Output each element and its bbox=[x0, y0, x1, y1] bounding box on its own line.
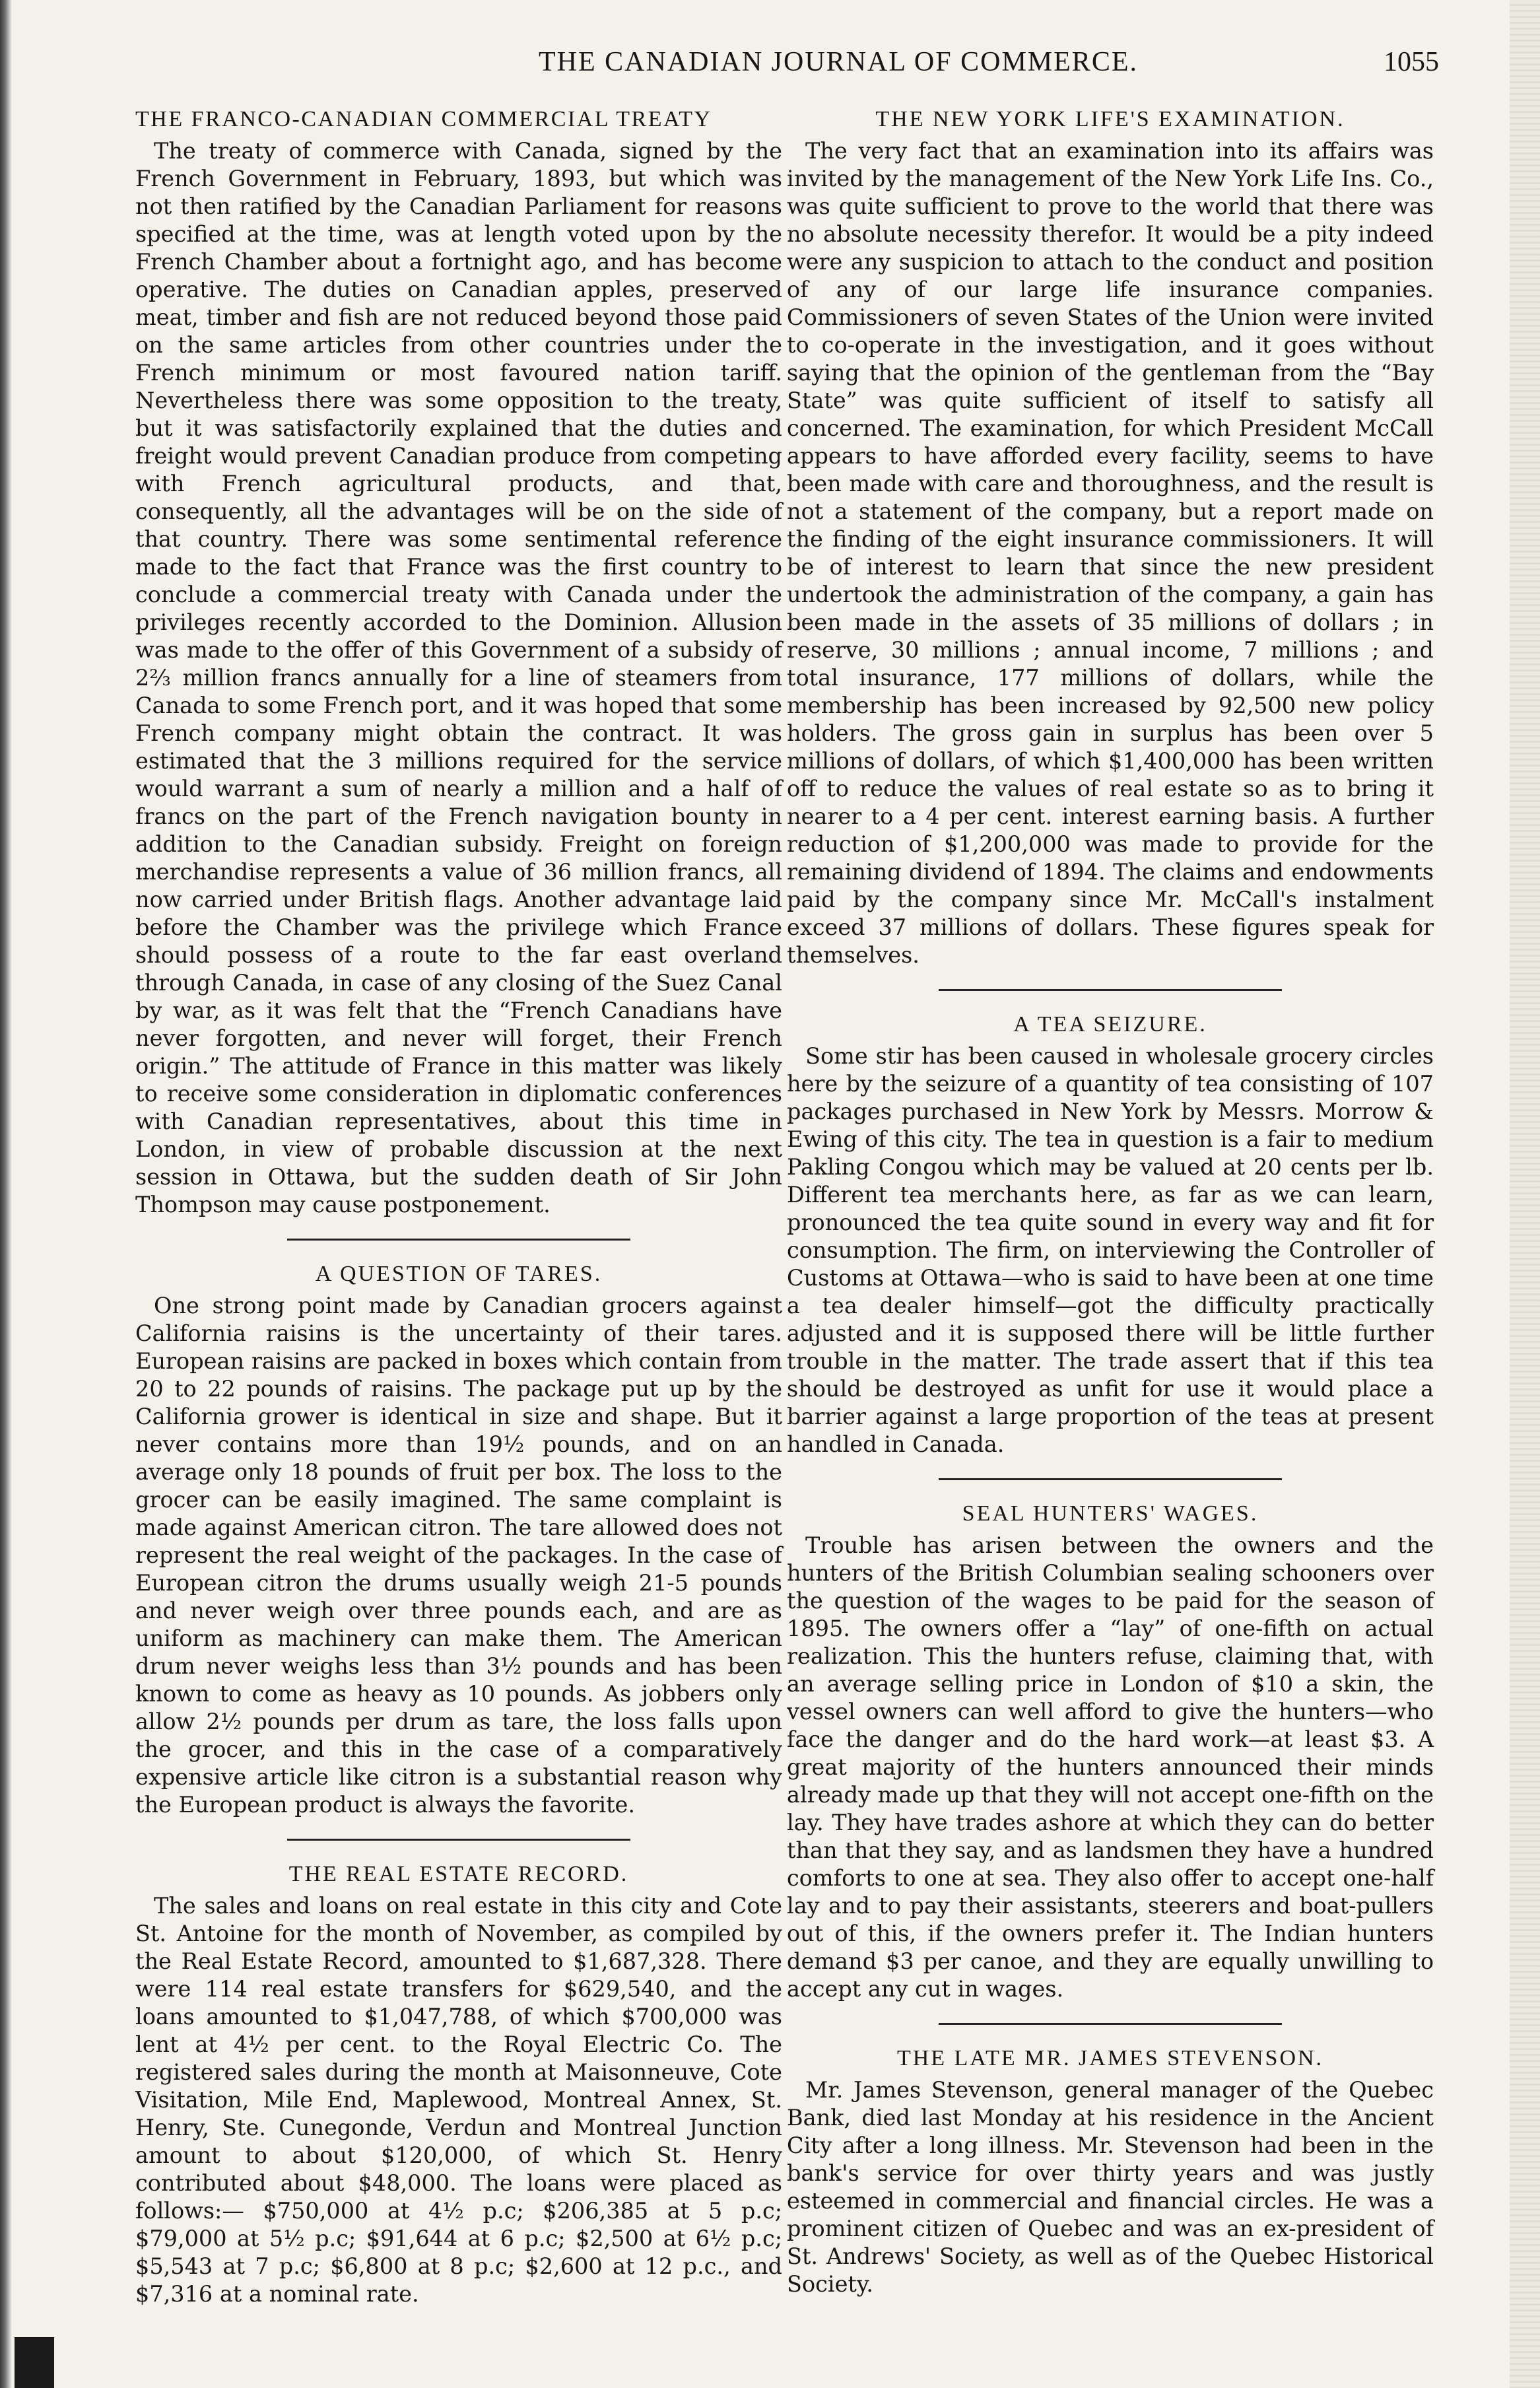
article-tea-seizure bbox=[787, 1011, 1434, 1458]
article-headline: SEAL HUNTERS' WAGES. bbox=[962, 1501, 1259, 1526]
article-headline: THE REAL ESTATE RECORD. bbox=[288, 1862, 629, 1886]
article-body: One strong point made by Canadian grocers against California raisins is the uncertainty of their tares. European raisins are packed in boxes which contain from 20 to 22 pounds of raisins. The package put up by the California grower is identical in size and shape. But it never contains more than 19½ pounds, and on an average only 18 pounds of fruit per box. The loss to the grocer can be easily imagined. The same complaint is made against American citron. The tare allowed does not represent the real weight of the packages. In the case of European citron the drums usually weigh 21-5 pounds and never weigh over three pounds each, and are as uniform as machinery can make them. The American drum never weighs less than 3½ pounds and has been known to come as heavy as 10 pounds. As jobbers only allow 2½ pounds per drum as tare, the loss falls upon the grocer, and this in the case of a comparatively expensive article like citron is a substantial reason why the European product is always the favorite. bbox=[135, 1293, 782, 1818]
article-real-estate-record bbox=[135, 1860, 782, 2308]
article-body: Mr. James Stevenson, general manager of the Quebec Bank, died last Monday at his residence in the Ancient City after a long illness. Mr. Stevenson had been in the bank's service for over thirty years and was justly esteemed in commercial and financial circles. He was a prominent citizen of Quebec and was an ex-president of St. Andrews' Society, as well as of the Quebec Historical Society. bbox=[787, 2077, 1434, 2297]
right-column bbox=[787, 106, 1434, 2318]
section-divider bbox=[287, 1239, 630, 1241]
article-headline: THE LATE MR. JAMES STEVENSON. bbox=[896, 2046, 1324, 2070]
article-headline: A QUESTION OF TARES. bbox=[315, 1262, 603, 1286]
article-body: Some stir has been caused in wholesale grocery circles here by the seizure of a quantity of tea consisting of 107 packages purchased in New York by Messrs. Morrow & Ewing of this city. The tea in question is a fair to medium Pakling Congou which may be valued at 20 cents per lb. Different tea merchants here, as far as we can learn, pronounced the tea quite sound in every way and fit for consumption. The firm, on interviewing the Controller of Customs at Ottawa—who is said to have been at one time a tea dealer himself—got the difficulty practically adjusted and it is supposed there will be little further trouble in the matter. The trade assert that if this tea should be destroyed as unfit for use it would place a barrier against a large proportion of the teas at present handled in Canada. bbox=[787, 1043, 1434, 1457]
page-right-edge bbox=[1510, 0, 1540, 2388]
article-headline: THE FRANCO-CANADIAN COMMERCIAL TREATY bbox=[135, 107, 712, 131]
article-question-of-tares bbox=[135, 1260, 782, 1819]
section-divider bbox=[939, 2023, 1282, 2025]
page-header bbox=[119, 46, 1439, 92]
article-body: The treaty of commerce with Canada, signed by the French Government in February, 1893, but which was not then ratified by the Canadian Parliament for reasons specified at the time, was at length voted upon by the French Chamber about a fortnight ago, and has become operative. The duties on Canadian apples, preserved meat, timber and fish are not reduced beyond those paid on the same articles from other countries under the French minimum or most favoured nation tariff. Nevertheless there was some opposition to the treaty, but it was satisfactorily explained that the duties and freight would prevent Canadian produce from competing with French agricultural products, and that, consequently, all the advantages will be on the side of that country. There was some sentimental reference made to the fact that France was the first country to conclude a commercial treaty with Canada under the privileges recently accorded to the Dominion. Allusion was made to the offer of this Government of a subsidy of 2⅔ million francs annually for a line of steamers from Canada to some French port, and it was hoped that some French company might obtain the contract. It was estimated that the 3 millions required for the service would warrant a sum of nearly a million and a half of francs on the part of the French navigation bounty in addition to the Canadian subsidy. Freight on foreign merchandise represents a value of 36 million francs, all now carried under British flags. Another advantage laid before the Chamber was the privilege which France should possess of a route to the far east overland through Canada, in case of any closing of the Suez Canal by war, as it was felt that the “French Canadians have never forgotten, and never will forget, their French origin.” The attitude of France in this matter was likely to receive some consideration in diplomatic conferences with Canadian representatives, about this time in London, in view of probable discussion at the next session in Ottawa, but the sudden death of Sir John Thompson may cause postponement. bbox=[135, 138, 782, 1217]
article-seal-hunters-wages bbox=[787, 1500, 1434, 2003]
article-headline: A TEA SEIZURE. bbox=[1013, 1012, 1207, 1037]
journal-title: THE CANADIAN JOURNAL OF COMMERCE. bbox=[539, 47, 1138, 77]
article-late-james-stevenson bbox=[787, 2045, 1434, 2298]
article-new-york-life bbox=[787, 106, 1434, 969]
section-divider bbox=[939, 989, 1282, 991]
article-headline: THE NEW YORK LIFE'S EXAMINATION. bbox=[875, 107, 1345, 131]
scan-artifact bbox=[15, 2337, 54, 2388]
page-binding-edge bbox=[0, 0, 12, 2388]
article-body: The sales and loans on real estate in this city and Cote St. Antoine for the month of November, as compiled by the Real Estate Record, amounted to $1,687,328. There were 114 real estate transfers for $629,540, and the loans amounted to $1,047,788, of which $700,000 was lent at 4½ per cent. to the Royal Electric Co. The registered sales during the month at Maisonneuve, Cote Visitation, Mile End, Maplewood, Montreal Annex, St. Henry, Ste. Cunegonde, Verdun and Montreal Junction amount to about $120,000, of which St. Henry contributed about $48,000. The loans were placed as follows:— $750,000 at 4½ p.c; $206,385 at 5 p.c; $79,000 at 5½ p.c; $91,644 at 6 p.c; $2,500 at 6½ p.c; $5,543 at 7 p.c; $6,800 at 8 p.c; $2,600 at 12 p.c., and $7,316 at a nominal rate. bbox=[135, 1893, 782, 2307]
section-divider bbox=[287, 1839, 630, 1841]
article-body: The very fact that an examination into its affairs was invited by the management of the New York Life Ins. Co., was quite sufficient to prove to the world that there was no absolute necessity therefor. It would be a pity indeed were any suspicion to attach to the conduct and position of any of our large life insurance companies. Commissioners of seven States of the Union were invited to co-operate in the investigation, and it goes without saying that the opinion of the gentleman from the “Bay State” was quite sufficient of itself to satisfy all concerned. The examination, for which President McCall appears to have afforded every facility, seems to have been made with care and thoroughness, and the result is not a statement of the company, but a report made on the finding of the eight insurance commissioners. It will be of interest to learn that since the new president undertook the administration of the company, a gain has been made in the assets of 35 millions of dollars ; in reserve, 30 millions ; annual income, 7 millions ; and total insurance, 177 millions of dollars, while the membership has been increased by 92,500 new policy holders. The gross gain in surplus has been over 5 millions of dollars, of which $1,400,000 has been written off to reduce the values of real estate so as to bring it nearer to a 4 per cent. interest earning basis. A further reduction of $1,200,000 was made to provide for the remaining dividend of 1894. The claims and endowments paid by the company since Mr. McCall's instalment exceed 37 millions of dollars. These figures speak for themselves. bbox=[787, 138, 1434, 968]
left-column bbox=[135, 106, 782, 2328]
article-franco-canadian-treaty bbox=[135, 106, 782, 1219]
page-number: 1055 bbox=[1384, 47, 1439, 77]
article-body: Trouble has arisen between the owners and the hunters of the British Columbian sealing schooners over the question of the wages to be paid for the season of 1895. The owners offer a “lay” of one-fifth on actual realization. This the hunters refuse, claiming that, with an average selling price in London of $10 a skin, the vessel owners can well afford to give the hunters—who face the danger and do the hard work—at least $3. A great majority of the hunters announced their minds already made up that they will not accept one-fifth on the lay. They have trades ashore at which they can do better than that they say, and as landsmen they have a hundred comforts to one at sea. They also offer to accept one-half lay and to pay their assistants, steerers and boat-pullers out of this, if the owners prefer it. The Indian hunters demand $3 per canoe, and they are equally unwilling to accept any cut in wages. bbox=[787, 1532, 1434, 2002]
section-divider bbox=[939, 1478, 1282, 1480]
